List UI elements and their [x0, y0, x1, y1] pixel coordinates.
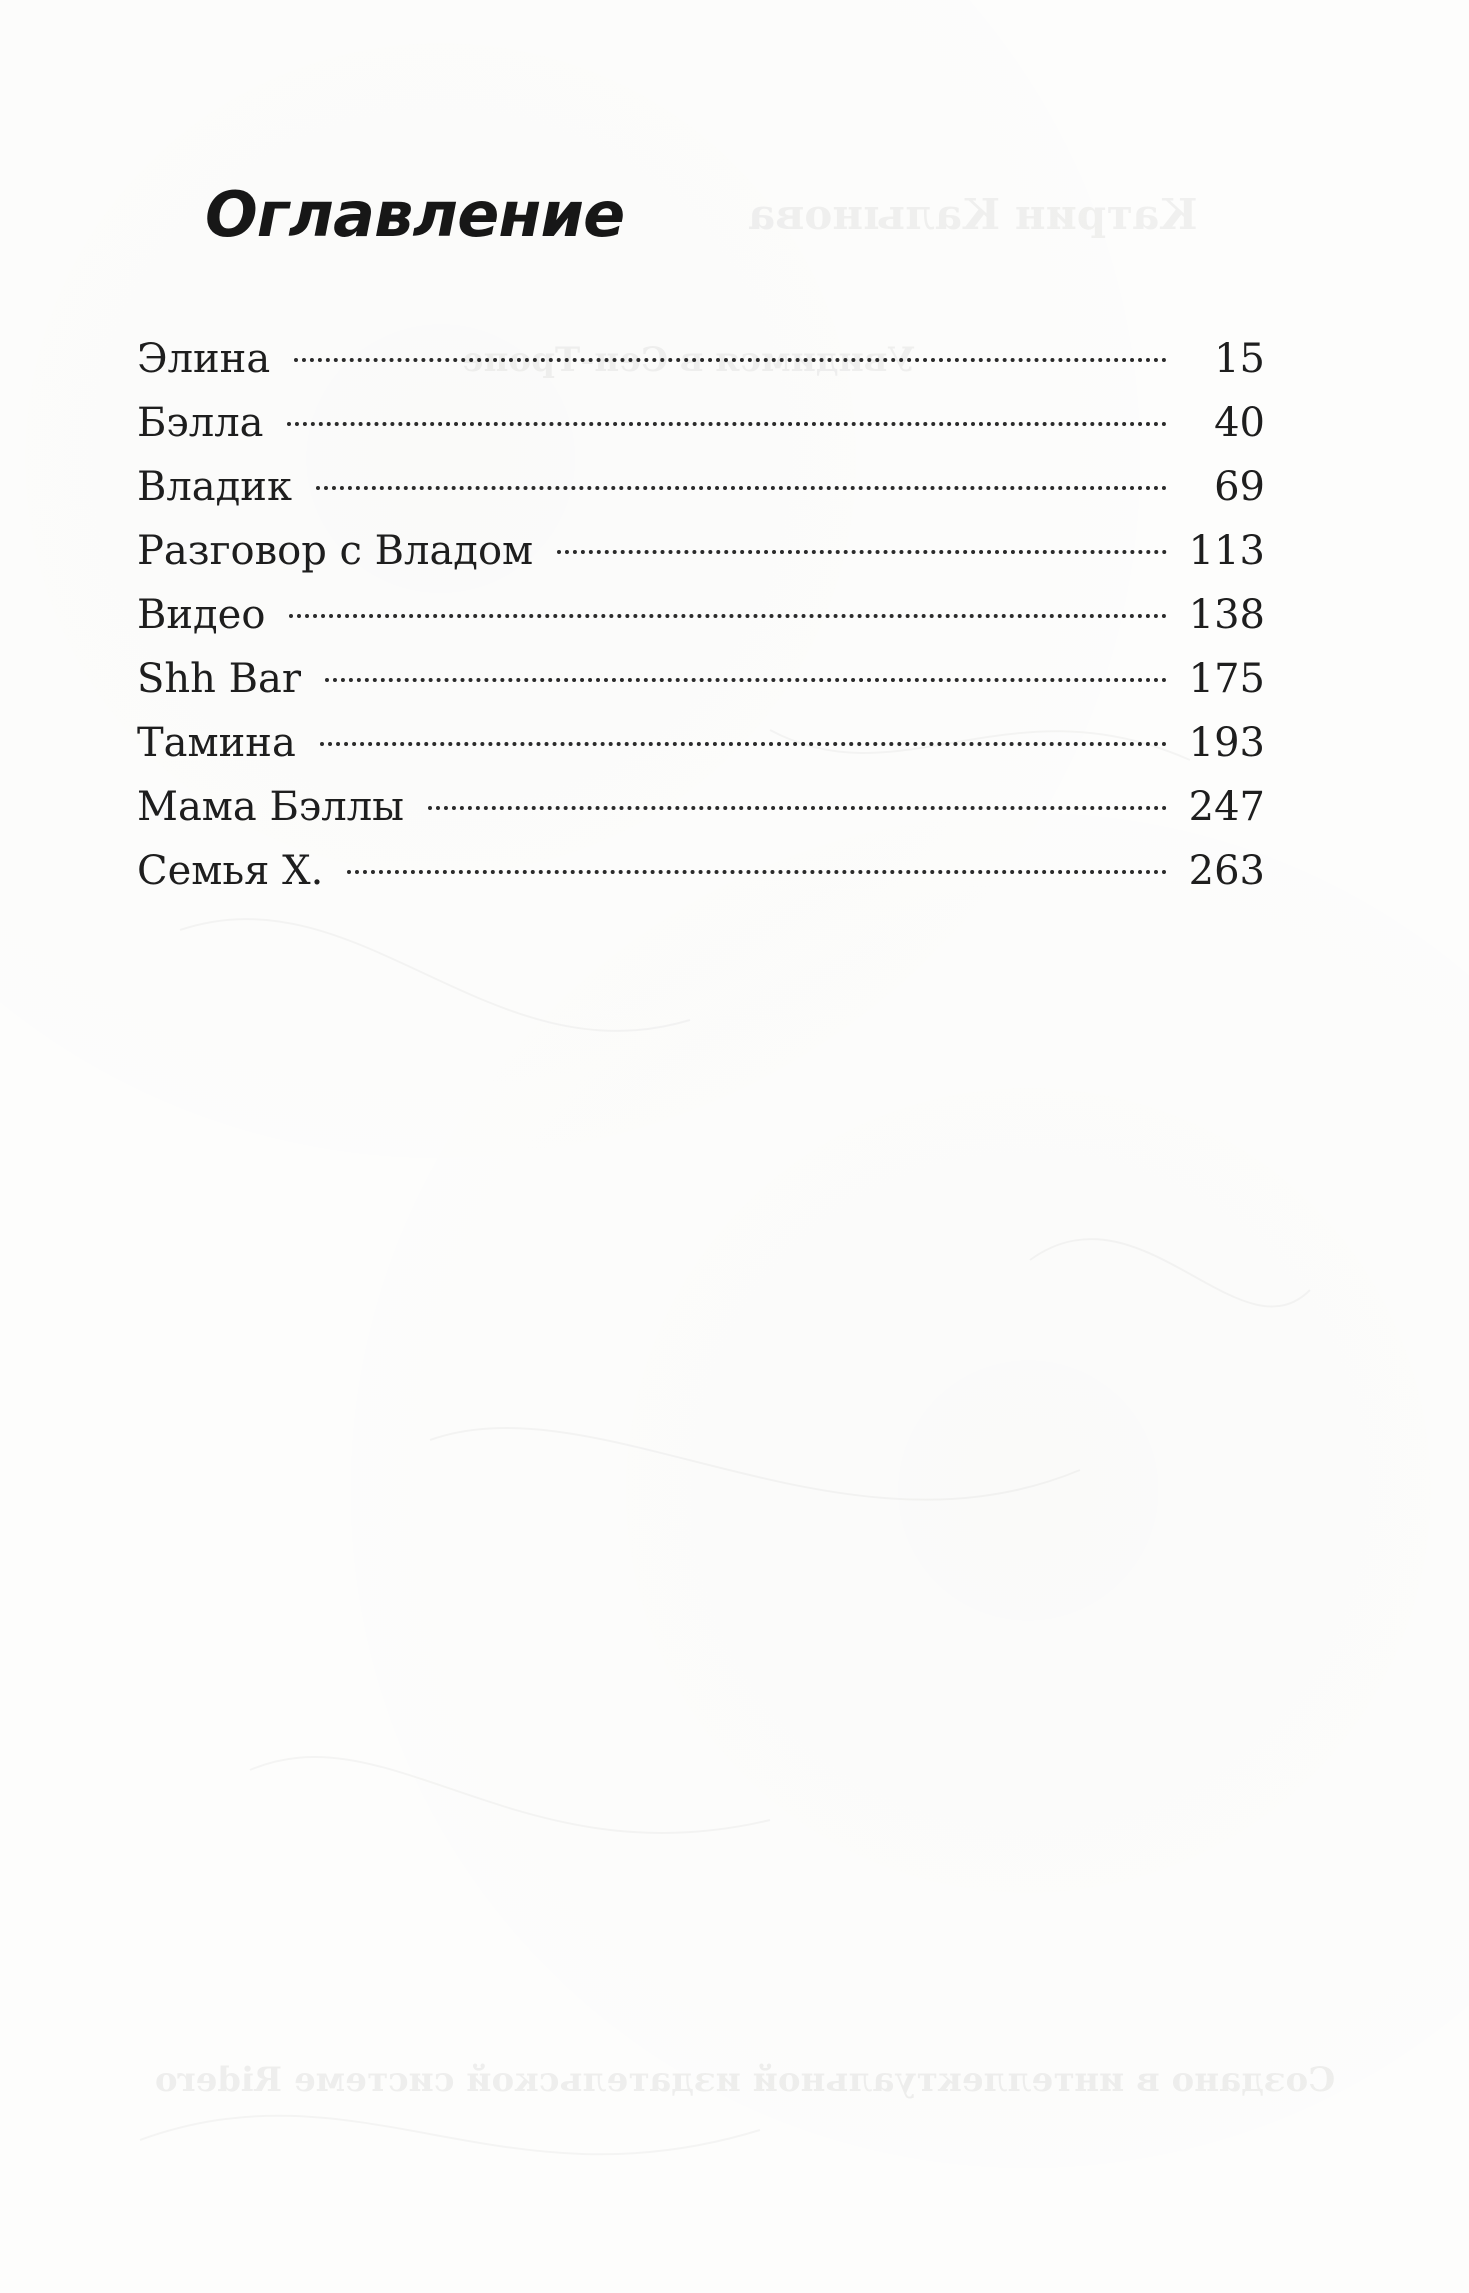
- toc-row: [137, 391, 1265, 455]
- dot-leader: [325, 678, 1167, 682]
- dot-leader: [347, 870, 1167, 874]
- toc-page-number: 247: [1188, 784, 1265, 830]
- toc-row: [137, 519, 1265, 583]
- toc-page-number: 15: [1214, 336, 1265, 382]
- toc-page-number: 175: [1188, 656, 1265, 702]
- toc-page-number: 263: [1188, 848, 1265, 894]
- page-title: Оглавление: [205, 178, 625, 251]
- show-through-author: Катрин Калынова: [748, 190, 1198, 239]
- dot-leader: [289, 614, 1167, 618]
- show-through-imprint: Создано в интеллектуальной издательской системе Ridero: [155, 2060, 1336, 2100]
- toc-page-number: 193: [1188, 720, 1265, 766]
- table-of-contents: [137, 327, 1265, 903]
- show-through-book-title: Увидимся в Сен-Тропе: [462, 340, 915, 380]
- toc-page-number: 113: [1188, 528, 1265, 574]
- toc-page-number: 69: [1214, 464, 1265, 510]
- dot-leader: [287, 422, 1167, 426]
- dot-leader: [320, 742, 1167, 746]
- dot-leader: [294, 358, 1167, 362]
- toc-label: Разговор с Владом: [137, 528, 534, 574]
- toc-row: [137, 839, 1265, 903]
- dot-leader: [557, 550, 1167, 554]
- toc-row: [137, 455, 1265, 519]
- dot-leader: [316, 486, 1167, 490]
- toc-label: Мама Бэллы: [137, 784, 404, 830]
- toc-label: Элина: [137, 336, 271, 382]
- toc-row: [137, 327, 1265, 391]
- toc-row: [137, 775, 1265, 839]
- toc-row: [137, 647, 1265, 711]
- toc-page-number: 40: [1214, 400, 1265, 446]
- toc-label: Видео: [137, 592, 266, 638]
- toc-page-number: 138: [1188, 592, 1265, 638]
- toc-label: Тамина: [137, 720, 296, 766]
- toc-label: Shh Bar: [137, 656, 302, 702]
- toc-label: Владик: [137, 464, 292, 510]
- toc-label: Бэлла: [137, 400, 264, 446]
- toc-row: [137, 583, 1265, 647]
- toc-label: Семья Х.: [137, 848, 324, 894]
- toc-row: [137, 711, 1265, 775]
- dot-leader: [428, 806, 1167, 810]
